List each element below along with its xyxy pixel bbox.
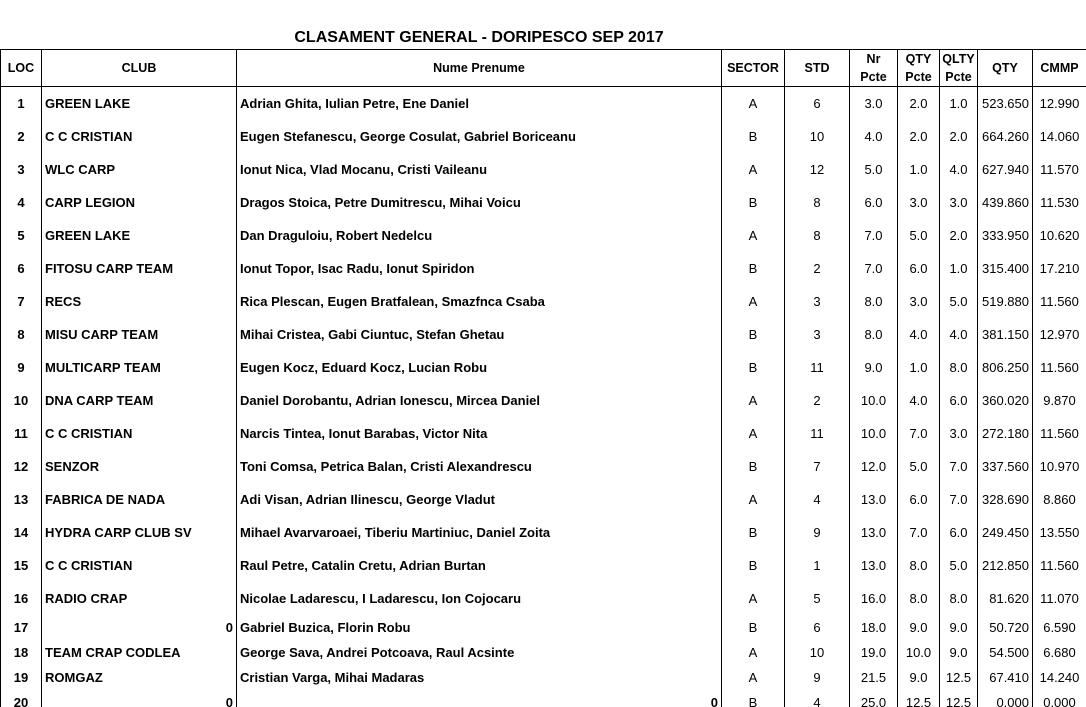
cell-sector: B bbox=[722, 120, 785, 153]
cell-qty: 249.450 bbox=[978, 516, 1033, 549]
cell-cmmp: 11.530 bbox=[1033, 186, 1086, 219]
cell-qlty-pcte: 9.0 bbox=[940, 615, 978, 640]
header-loc: LOC bbox=[1, 50, 42, 87]
cell-qty-pcte: 10.0 bbox=[898, 640, 940, 665]
cell-qlty-pcte: 3.0 bbox=[940, 186, 978, 219]
cell-sector: A bbox=[722, 285, 785, 318]
cell-qty: 67.410 bbox=[978, 665, 1033, 690]
cell-qty-pcte: 6.0 bbox=[898, 483, 940, 516]
cell-cmmp: 10.970 bbox=[1033, 450, 1086, 483]
cell-qty-pcte: 9.0 bbox=[898, 615, 940, 640]
cell-loc: 15 bbox=[1, 549, 42, 582]
table-row bbox=[1, 285, 1086, 318]
cell-qty-pcte: 2.0 bbox=[898, 120, 940, 153]
cell-cmmp: 10.620 bbox=[1033, 219, 1086, 252]
table-row bbox=[1, 640, 1086, 665]
cell-nume: Rica Plescan, Eugen Bratfalean, Smazfnca Csaba bbox=[237, 285, 722, 318]
cell-qty-pcte: 5.0 bbox=[898, 219, 940, 252]
cell-club: MULTICARP TEAM bbox=[42, 351, 237, 384]
cell-qty-pcte: 4.0 bbox=[898, 318, 940, 351]
cell-std: 10 bbox=[785, 640, 850, 665]
cell-club: C C CRISTIAN bbox=[42, 417, 237, 450]
cell-loc: 4 bbox=[1, 186, 42, 219]
cell-sector: A bbox=[722, 640, 785, 665]
table-row bbox=[1, 417, 1086, 450]
cell-qty-pcte: 3.0 bbox=[898, 186, 940, 219]
cell-nume: Adrian Ghita, Iulian Petre, Ene Daniel bbox=[237, 87, 722, 121]
cell-qty: 315.400 bbox=[978, 252, 1033, 285]
cell-loc: 10 bbox=[1, 384, 42, 417]
cell-sector: B bbox=[722, 318, 785, 351]
table-row bbox=[1, 87, 1086, 121]
cell-sector: B bbox=[722, 252, 785, 285]
header-sector: SECTOR bbox=[722, 50, 785, 87]
cell-qlty-pcte: 6.0 bbox=[940, 384, 978, 417]
cell-cmmp: 11.560 bbox=[1033, 285, 1086, 318]
cell-std: 2 bbox=[785, 252, 850, 285]
cell-qty-pcte: 1.0 bbox=[898, 351, 940, 384]
cell-qty-pcte: 5.0 bbox=[898, 450, 940, 483]
cell-nume: George Sava, Andrei Potcoava, Raul Acsinte bbox=[237, 640, 722, 665]
cell-qty: 439.860 bbox=[978, 186, 1033, 219]
cell-nume: Nicolae Ladarescu, I Ladarescu, Ion Cojocaru bbox=[237, 582, 722, 615]
table-row bbox=[1, 516, 1086, 549]
cell-qty-pcte: 6.0 bbox=[898, 252, 940, 285]
cell-nume: Eugen Stefanescu, George Cosulat, Gabriel Boriceanu bbox=[237, 120, 722, 153]
cell-qlty-pcte: 8.0 bbox=[940, 582, 978, 615]
cell-qlty-pcte: 5.0 bbox=[940, 549, 978, 582]
cell-qty: 523.650 bbox=[978, 87, 1033, 121]
cell-nr-pcte: 13.0 bbox=[850, 516, 898, 549]
cell-loc: 2 bbox=[1, 120, 42, 153]
cell-qlty-pcte: 2.0 bbox=[940, 120, 978, 153]
header-cmmp: CMMP bbox=[1033, 50, 1086, 87]
header-qlty-line2: Pcte bbox=[945, 70, 972, 84]
cell-qlty-pcte: 1.0 bbox=[940, 87, 978, 121]
cell-nr-pcte: 7.0 bbox=[850, 252, 898, 285]
header-qlty-line1: QLTY bbox=[942, 52, 975, 66]
cell-qlty-pcte: 3.0 bbox=[940, 417, 978, 450]
cell-club: ROMGAZ bbox=[42, 665, 237, 690]
cell-loc: 14 bbox=[1, 516, 42, 549]
cell-nr-pcte: 25.0 bbox=[850, 690, 898, 707]
cell-qlty-pcte: 4.0 bbox=[940, 153, 978, 186]
cell-qty: 50.720 bbox=[978, 615, 1033, 640]
cell-cmmp: 8.860 bbox=[1033, 483, 1086, 516]
header-nr-line1: Nr bbox=[866, 52, 881, 66]
cell-loc: 1 bbox=[1, 87, 42, 121]
cell-cmmp: 14.060 bbox=[1033, 120, 1086, 153]
page-title: CLASAMENT GENERAL - DORIPESCO SEP 2017 bbox=[294, 29, 664, 46]
cell-club: FITOSU CARP TEAM bbox=[42, 252, 237, 285]
cell-nume: Ionut Topor, Isac Radu, Ionut Spiridon bbox=[237, 252, 722, 285]
cell-loc: 17 bbox=[1, 615, 42, 640]
cell-loc: 18 bbox=[1, 640, 42, 665]
cell-std: 4 bbox=[785, 483, 850, 516]
cell-sector: B bbox=[722, 351, 785, 384]
cell-nume: Toni Comsa, Petrica Balan, Cristi Alexandrescu bbox=[237, 450, 722, 483]
cell-loc: 16 bbox=[1, 582, 42, 615]
cell-club: TEAM CRAP CODLEA bbox=[42, 640, 237, 665]
cell-nr-pcte: 8.0 bbox=[850, 318, 898, 351]
cell-qlty-pcte: 6.0 bbox=[940, 516, 978, 549]
cell-club: HYDRA CARP CLUB SV bbox=[42, 516, 237, 549]
cell-cmmp: 12.990 bbox=[1033, 87, 1086, 121]
header-qty-pcte bbox=[898, 50, 940, 87]
cell-nr-pcte: 9.0 bbox=[850, 351, 898, 384]
cell-loc: 6 bbox=[1, 252, 42, 285]
cell-loc: 3 bbox=[1, 153, 42, 186]
cell-loc: 9 bbox=[1, 351, 42, 384]
cell-nr-pcte: 10.0 bbox=[850, 417, 898, 450]
table-row bbox=[1, 384, 1086, 417]
cell-cmmp: 9.870 bbox=[1033, 384, 1086, 417]
cell-nr-pcte: 12.0 bbox=[850, 450, 898, 483]
cell-loc: 12 bbox=[1, 450, 42, 483]
cell-nume: Adi Visan, Adrian Ilinescu, George Vladut bbox=[237, 483, 722, 516]
cell-nume: Narcis Tintea, Ionut Barabas, Victor Nita bbox=[237, 417, 722, 450]
cell-nume: Raul Petre, Catalin Cretu, Adrian Burtan bbox=[237, 549, 722, 582]
cell-cmmp: 11.070 bbox=[1033, 582, 1086, 615]
table-body bbox=[1, 87, 1086, 707]
cell-nume: Mihael Avarvaroaei, Tiberiu Martiniuc, Daniel Zoita bbox=[237, 516, 722, 549]
header-row bbox=[1, 50, 1086, 87]
cell-nume: Cristian Varga, Mihai Madaras bbox=[237, 665, 722, 690]
cell-qty-pcte: 8.0 bbox=[898, 582, 940, 615]
header-nr-pcte bbox=[850, 50, 898, 87]
table-row bbox=[1, 450, 1086, 483]
cell-qlty-pcte: 1.0 bbox=[940, 252, 978, 285]
cell-sector: B bbox=[722, 186, 785, 219]
cell-sector: A bbox=[722, 87, 785, 121]
results-table bbox=[0, 49, 1086, 707]
cell-qty: 212.850 bbox=[978, 549, 1033, 582]
cell-nr-pcte: 7.0 bbox=[850, 219, 898, 252]
cell-qty-pcte: 7.0 bbox=[898, 417, 940, 450]
cell-std: 6 bbox=[785, 87, 850, 121]
header-club: CLUB bbox=[42, 50, 237, 87]
cell-nr-pcte: 8.0 bbox=[850, 285, 898, 318]
cell-loc: 5 bbox=[1, 219, 42, 252]
cell-qlty-pcte: 12.5 bbox=[940, 665, 978, 690]
cell-qty: 328.690 bbox=[978, 483, 1033, 516]
table-row bbox=[1, 120, 1086, 153]
header-qlty-pcte bbox=[940, 50, 978, 87]
cell-sector: A bbox=[722, 582, 785, 615]
cell-std: 12 bbox=[785, 153, 850, 186]
cell-std: 5 bbox=[785, 582, 850, 615]
cell-sector: A bbox=[722, 219, 785, 252]
cell-qlty-pcte: 4.0 bbox=[940, 318, 978, 351]
cell-qty-pcte: 3.0 bbox=[898, 285, 940, 318]
cell-qlty-pcte: 8.0 bbox=[940, 351, 978, 384]
cell-nr-pcte: 4.0 bbox=[850, 120, 898, 153]
cell-nr-pcte: 21.5 bbox=[850, 665, 898, 690]
cell-nr-pcte: 16.0 bbox=[850, 582, 898, 615]
cell-cmmp: 11.560 bbox=[1033, 351, 1086, 384]
cell-std: 9 bbox=[785, 665, 850, 690]
cell-qty: 360.020 bbox=[978, 384, 1033, 417]
cell-club: C C CRISTIAN bbox=[42, 549, 237, 582]
cell-nr-pcte: 13.0 bbox=[850, 549, 898, 582]
cell-club: 0 bbox=[42, 615, 237, 640]
cell-sector: B bbox=[722, 450, 785, 483]
cell-club: 0 bbox=[42, 690, 237, 707]
cell-loc: 11 bbox=[1, 417, 42, 450]
cell-std: 4 bbox=[785, 690, 850, 707]
cell-nume: Gabriel Buzica, Florin Robu bbox=[237, 615, 722, 640]
cell-sector: B bbox=[722, 516, 785, 549]
cell-cmmp: 14.240 bbox=[1033, 665, 1086, 690]
cell-nume: Daniel Dorobantu, Adrian Ionescu, Mircea Daniel bbox=[237, 384, 722, 417]
cell-sector: A bbox=[722, 384, 785, 417]
cell-cmmp: 13.550 bbox=[1033, 516, 1086, 549]
table-row bbox=[1, 665, 1086, 690]
table-row bbox=[1, 153, 1086, 186]
cell-qty: 519.880 bbox=[978, 285, 1033, 318]
cell-std: 2 bbox=[785, 384, 850, 417]
cell-std: 3 bbox=[785, 318, 850, 351]
table-row bbox=[1, 690, 1086, 707]
cell-qty: 81.620 bbox=[978, 582, 1033, 615]
cell-nume: Eugen Kocz, Eduard Kocz, Lucian Robu bbox=[237, 351, 722, 384]
cell-club: CARP LEGION bbox=[42, 186, 237, 219]
cell-qty: 664.260 bbox=[978, 120, 1033, 153]
cell-sector: B bbox=[722, 690, 785, 707]
table-row bbox=[1, 582, 1086, 615]
cell-std: 6 bbox=[785, 615, 850, 640]
header-qty: QTY bbox=[978, 50, 1033, 87]
cell-sector: A bbox=[722, 665, 785, 690]
cell-loc: 19 bbox=[1, 665, 42, 690]
cell-std: 3 bbox=[785, 285, 850, 318]
cell-std: 9 bbox=[785, 516, 850, 549]
cell-qty-pcte: 2.0 bbox=[898, 87, 940, 121]
cell-loc: 7 bbox=[1, 285, 42, 318]
cell-qty-pcte: 7.0 bbox=[898, 516, 940, 549]
cell-nume: Mihai Cristea, Gabi Ciuntuc, Stefan Ghetau bbox=[237, 318, 722, 351]
table-row bbox=[1, 549, 1086, 582]
cell-nume: Dan Draguloiu, Robert Nedelcu bbox=[237, 219, 722, 252]
cell-nr-pcte: 3.0 bbox=[850, 87, 898, 121]
cell-qty-pcte: 8.0 bbox=[898, 549, 940, 582]
cell-qlty-pcte: 7.0 bbox=[940, 483, 978, 516]
cell-qty-pcte: 12.5 bbox=[898, 690, 940, 707]
cell-std: 8 bbox=[785, 219, 850, 252]
cell-club: SENZOR bbox=[42, 450, 237, 483]
cell-nr-pcte: 10.0 bbox=[850, 384, 898, 417]
cell-loc: 13 bbox=[1, 483, 42, 516]
cell-cmmp: 12.970 bbox=[1033, 318, 1086, 351]
cell-qty-pcte: 1.0 bbox=[898, 153, 940, 186]
cell-nr-pcte: 5.0 bbox=[850, 153, 898, 186]
cell-cmmp: 0.000 bbox=[1033, 690, 1086, 707]
table-row bbox=[1, 252, 1086, 285]
table-row bbox=[1, 483, 1086, 516]
header-qty-line2: Pcte bbox=[905, 70, 932, 84]
table-row bbox=[1, 615, 1086, 640]
cell-loc: 20 bbox=[1, 690, 42, 707]
cell-cmmp: 11.570 bbox=[1033, 153, 1086, 186]
cell-club: RADIO CRAP bbox=[42, 582, 237, 615]
cell-std: 11 bbox=[785, 417, 850, 450]
cell-qty: 806.250 bbox=[978, 351, 1033, 384]
cell-sector: A bbox=[722, 153, 785, 186]
cell-nr-pcte: 6.0 bbox=[850, 186, 898, 219]
table-row bbox=[1, 351, 1086, 384]
cell-nume: Ionut Nica, Vlad Mocanu, Cristi Vaileanu bbox=[237, 153, 722, 186]
cell-qty: 272.180 bbox=[978, 417, 1033, 450]
cell-club: GREEN LAKE bbox=[42, 219, 237, 252]
cell-cmmp: 6.590 bbox=[1033, 615, 1086, 640]
cell-qlty-pcte: 12.5 bbox=[940, 690, 978, 707]
cell-qlty-pcte: 7.0 bbox=[940, 450, 978, 483]
cell-std: 8 bbox=[785, 186, 850, 219]
cell-cmmp: 11.560 bbox=[1033, 417, 1086, 450]
cell-qty-pcte: 4.0 bbox=[898, 384, 940, 417]
cell-nr-pcte: 19.0 bbox=[850, 640, 898, 665]
header-nume: Nume Prenume bbox=[237, 50, 722, 87]
cell-std: 1 bbox=[785, 549, 850, 582]
cell-sector: B bbox=[722, 615, 785, 640]
cell-cmmp: 17.210 bbox=[1033, 252, 1086, 285]
cell-club: GREEN LAKE bbox=[42, 87, 237, 121]
header-qty-line1: QTY bbox=[905, 52, 932, 66]
cell-cmmp: 6.680 bbox=[1033, 640, 1086, 665]
cell-qty: 381.150 bbox=[978, 318, 1033, 351]
table-row bbox=[1, 186, 1086, 219]
cell-qty: 333.950 bbox=[978, 219, 1033, 252]
cell-qty-pcte: 9.0 bbox=[898, 665, 940, 690]
cell-club: MISU CARP TEAM bbox=[42, 318, 237, 351]
cell-nume: Dragos Stoica, Petre Dumitrescu, Mihai Voicu bbox=[237, 186, 722, 219]
cell-qty: 627.940 bbox=[978, 153, 1033, 186]
cell-club: FABRICA DE NADA bbox=[42, 483, 237, 516]
cell-club: DNA CARP TEAM bbox=[42, 384, 237, 417]
header-nr-line2: Pcte bbox=[860, 70, 887, 84]
cell-std: 7 bbox=[785, 450, 850, 483]
cell-club: C C CRISTIAN bbox=[42, 120, 237, 153]
table-row bbox=[1, 318, 1086, 351]
cell-cmmp: 11.560 bbox=[1033, 549, 1086, 582]
cell-qlty-pcte: 2.0 bbox=[940, 219, 978, 252]
cell-std: 10 bbox=[785, 120, 850, 153]
cell-sector: A bbox=[722, 483, 785, 516]
cell-sector: B bbox=[722, 549, 785, 582]
cell-sector: A bbox=[722, 417, 785, 450]
cell-std: 11 bbox=[785, 351, 850, 384]
header-std: STD bbox=[785, 50, 850, 87]
cell-nume: 0 bbox=[237, 690, 722, 707]
cell-qlty-pcte: 5.0 bbox=[940, 285, 978, 318]
cell-loc: 8 bbox=[1, 318, 42, 351]
cell-nr-pcte: 18.0 bbox=[850, 615, 898, 640]
table-row bbox=[1, 219, 1086, 252]
cell-qty: 0.000 bbox=[978, 690, 1033, 707]
cell-qty: 337.560 bbox=[978, 450, 1033, 483]
cell-qlty-pcte: 9.0 bbox=[940, 640, 978, 665]
cell-club: RECS bbox=[42, 285, 237, 318]
cell-club: WLC CARP bbox=[42, 153, 237, 186]
cell-qty: 54.500 bbox=[978, 640, 1033, 665]
cell-nr-pcte: 13.0 bbox=[850, 483, 898, 516]
